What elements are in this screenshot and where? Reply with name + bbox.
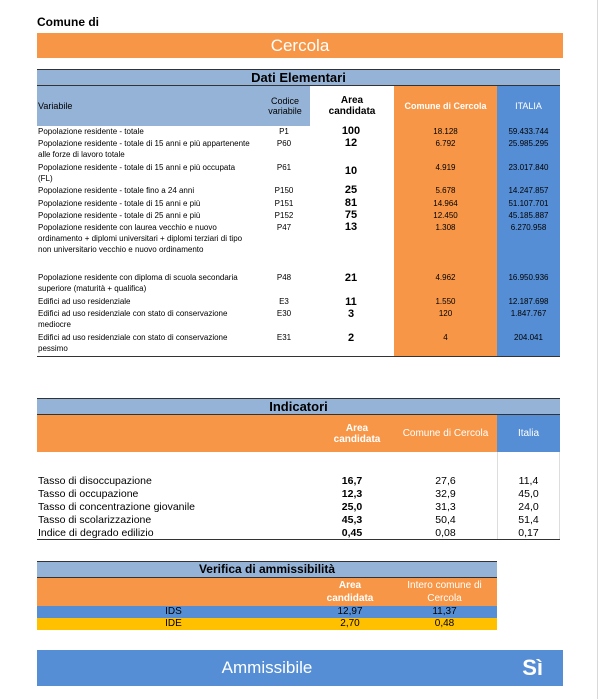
- table-row: [37, 501, 560, 514]
- italia-cell: 45.185.887: [508, 211, 549, 220]
- area-cell: 12,3: [341, 488, 363, 500]
- ids-row: [37, 606, 497, 618]
- comune-name-banner: Cercola: [37, 33, 563, 58]
- table-bottom-border: [37, 539, 560, 540]
- area-cell: 45,3: [341, 514, 363, 526]
- area-cell: 81: [344, 197, 358, 209]
- page-edge-divider: [597, 0, 598, 699]
- table-row: [37, 308, 560, 332]
- codice-cell: E31: [276, 333, 292, 342]
- italia-cell: 14.247.857: [508, 186, 549, 195]
- area-cell: 25: [344, 184, 358, 196]
- indicatore-name: Tasso di disoccupazione: [38, 475, 152, 487]
- comune-cell: 18.128: [433, 127, 458, 136]
- table-row: [37, 272, 560, 296]
- codice-cell: P150: [274, 186, 294, 195]
- verifica-title: Verifica di ammissibilità: [37, 561, 497, 578]
- area-cell: 2,70: [340, 618, 360, 629]
- area-cell: 3: [347, 308, 355, 320]
- indicatori-rows: [37, 452, 560, 540]
- indicatore-name: Tasso di concentrazione giovanile: [38, 501, 196, 513]
- comune-cell: 1.308: [435, 223, 456, 232]
- indicatori-table: [37, 398, 560, 540]
- area-cell: 75: [344, 209, 358, 221]
- comune-cell: 27,6: [435, 475, 456, 487]
- ammissibile-label: Ammissibile: [221, 658, 313, 677]
- ids-label: IDS: [165, 606, 182, 617]
- variabile-cell: Popolazione residente - totale fino a 24 anni: [38, 186, 195, 195]
- area-cell: 25,0: [341, 501, 363, 513]
- verifica-header: [37, 578, 497, 606]
- italia-cell: 51.107.701: [508, 199, 549, 208]
- area-cell: 21: [344, 272, 358, 284]
- table-row: [37, 296, 560, 308]
- verifica-table: [37, 561, 497, 630]
- comune-cell: 0,48: [434, 618, 455, 629]
- comune-cell: 11,37: [432, 606, 457, 617]
- header-comune: Intero comune di Cercola: [407, 580, 482, 604]
- indicatori-title: Indicatori: [37, 398, 560, 415]
- comune-cell: 50,4: [435, 514, 456, 526]
- header-comune: Comune di Cercola: [394, 86, 497, 126]
- area-cell: 16,7: [341, 475, 363, 487]
- comune-label: Comune di: [37, 15, 99, 29]
- ide-label: IDE: [165, 618, 182, 629]
- italia-cell: 11,4: [518, 475, 539, 487]
- dati-elementari-table: [37, 69, 560, 357]
- variabile-cell: Popolazione residente - totale di 15 anni e più occupata (FL): [38, 163, 236, 183]
- indicatori-header: [37, 415, 560, 452]
- header-area: Area candidata: [310, 86, 394, 126]
- header-codice: Codice variabile: [260, 86, 310, 126]
- codice-cell: P61: [276, 163, 292, 172]
- comune-cell: 6.792: [435, 139, 456, 148]
- italia-cell: 0,17: [518, 527, 539, 539]
- codice-cell: E30: [276, 309, 292, 318]
- variabile-cell: Edifici ad uso residenziale con stato di conservazione mediocre: [38, 309, 228, 329]
- area-cell: 0,45: [341, 527, 363, 539]
- comune-cell: 32,9: [435, 488, 456, 500]
- variabile-cell: Popolazione residente - totale di 15 anni e più: [38, 199, 201, 208]
- variabile-cell: Popolazione residente - totale di 15 anni e più appartenente alle forze di lavoro totale: [38, 139, 250, 159]
- indicatore-name: Indice di degrado edilizio: [38, 527, 154, 539]
- italia-cell: 25.985.295: [508, 139, 549, 148]
- area-cell: 11: [345, 296, 357, 308]
- table-row: [37, 126, 560, 138]
- comune-cell: 31,3: [435, 501, 456, 513]
- table-row: [37, 475, 560, 488]
- indicatore-name: Tasso di scolarizzazione: [38, 514, 152, 526]
- codice-cell: P1: [279, 127, 289, 136]
- variabile-cell: Popolazione residente con diploma di scuola secondaria superiore (maturità + qualifica): [38, 273, 238, 293]
- header-area: Area candidata: [326, 580, 374, 604]
- table-row: [37, 138, 560, 161]
- table-row: [37, 161, 560, 185]
- dati-elementari-title: Dati Elementari: [37, 69, 560, 86]
- table-bottom-border: [37, 356, 560, 357]
- italia-cell: 23.017.840: [508, 163, 549, 172]
- codice-cell: E3: [279, 297, 289, 306]
- table-row: [37, 222, 560, 272]
- variabile-cell: Popolazione residente - totale di 25 anni e più: [38, 211, 201, 220]
- codice-cell: P151: [274, 199, 294, 208]
- dati-elementari-rows: [37, 126, 560, 357]
- ide-row: [37, 618, 497, 630]
- header-variabile: Variabile: [37, 86, 260, 126]
- area-cell: 100: [341, 125, 361, 137]
- codice-cell: P152: [274, 211, 294, 220]
- variabile-cell: Edifici ad uso residenziale con stato di conservazione pessimo: [38, 333, 228, 353]
- variabile-cell: Popolazione residente con laurea vecchio e nuovo ordinamento + diplomi universitari + diplomi terziari di tipo non universitario vecchio e nuovo ordinamento: [38, 223, 243, 254]
- header-italia: ITALIA: [497, 86, 560, 126]
- area-cell: 12: [344, 137, 358, 149]
- codice-cell: P60: [276, 139, 292, 148]
- ammissibile-value: Sì: [522, 655, 543, 680]
- italia-cell: 1.847.767: [510, 309, 547, 318]
- comune-cell: 0,08: [435, 527, 456, 539]
- table-row: [37, 185, 560, 198]
- variabile-cell: Edifici ad uso residenziale: [38, 297, 131, 306]
- codice-cell: P48: [276, 273, 292, 282]
- table-row: [37, 198, 560, 210]
- indicatore-name: Tasso di occupazione: [38, 488, 139, 500]
- table-row: [37, 210, 560, 222]
- table-row: [37, 332, 560, 357]
- area-cell: 13: [344, 221, 358, 233]
- italia-cell: 204.041: [514, 333, 543, 342]
- comune-cell: 14.964: [433, 199, 458, 208]
- header-italia: Italia: [497, 415, 560, 452]
- dati-elementari-header: [37, 86, 560, 126]
- codice-cell: P47: [276, 223, 292, 232]
- italia-cell: 6.270.958: [510, 223, 547, 232]
- italia-cell: 59.433.744: [508, 127, 549, 136]
- table-row: [37, 488, 560, 501]
- ammissibile-bar: [37, 650, 563, 686]
- italia-cell: 51,4: [518, 514, 539, 526]
- comune-cell: 4: [443, 333, 448, 342]
- italia-cell: 16.950.936: [508, 273, 549, 282]
- comune-cell: 4.962: [435, 273, 456, 282]
- comune-cell: 120: [438, 309, 453, 318]
- italia-cell: 45,0: [518, 488, 539, 500]
- header-area: Area candidata: [333, 422, 381, 445]
- table-row: [37, 514, 560, 527]
- variabile-cell: Popolazione residente - totale: [38, 127, 144, 136]
- italia-cell: 12.187.698: [508, 297, 549, 306]
- italia-cell: 24,0: [518, 501, 539, 513]
- comune-cell: 1.550: [435, 297, 456, 306]
- area-cell: 12,97: [337, 606, 363, 617]
- header-comune: Comune di Cercola: [402, 428, 489, 439]
- comune-cell: 5.678: [435, 186, 456, 195]
- area-cell: 10: [344, 165, 358, 177]
- comune-cell: 12.450: [433, 211, 458, 220]
- comune-cell: 4.919: [435, 163, 456, 172]
- area-cell: 2: [347, 332, 355, 344]
